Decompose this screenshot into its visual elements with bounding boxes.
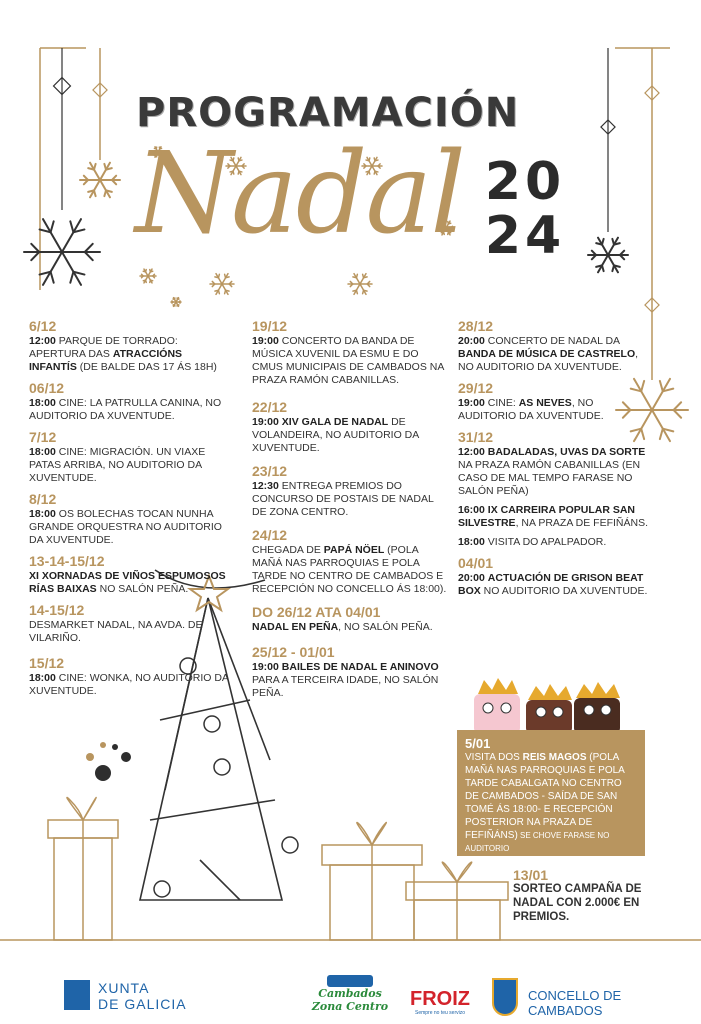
event-time: 18:00	[29, 446, 56, 458]
event-text: CINE: MIGRACIÓN. UN VIAXE PATAS ARRIBA, NO AUDITORIO DA XUVENTUDE.	[29, 446, 206, 484]
year-line-2: 24	[484, 206, 566, 266]
event-time: 18:00	[458, 536, 485, 548]
event-line	[29, 508, 229, 547]
title-nadal: Nadal	[135, 129, 465, 259]
event-item	[29, 380, 229, 423]
froiz-logo	[405, 988, 475, 1016]
sorteo-event	[513, 868, 663, 924]
event-line	[29, 570, 229, 596]
event-item	[252, 318, 447, 387]
event-date: DO 26/12 ATA 04/01	[252, 604, 381, 620]
event-line	[458, 572, 653, 598]
event-line	[458, 446, 653, 498]
event-time: 12:00	[29, 335, 56, 347]
xunta-flag-icon	[64, 980, 90, 1010]
event-text: DESMARKET NADAL, NA AVDA. DE VILARIÑO.	[29, 619, 203, 644]
event-line	[458, 504, 653, 530]
event-item	[458, 429, 653, 549]
event-date: 13/01	[513, 867, 549, 883]
event-date: 6/12	[29, 318, 57, 334]
event-line	[252, 416, 447, 455]
event-highlight: AS NEVES	[518, 397, 572, 409]
event-item	[252, 527, 447, 596]
event-text-rest: , NO AUDITORIO DA XUVENTUDE.	[458, 397, 604, 422]
snowflake-icon	[210, 274, 234, 295]
events-column-1	[29, 318, 229, 704]
event-date: 15/12	[29, 655, 65, 671]
event-highlight: ACTUACIÓN DE GRISON BEAT BOX	[458, 572, 644, 597]
event-date: 22/12	[252, 399, 288, 415]
event-note: SE CHOVE FARASE NO AUDITORIO	[465, 831, 610, 853]
concello-line-2: CAMBADOS	[528, 1003, 603, 1018]
event-text-rest: NO AUDITORIO DA XUVENTUDE.	[480, 585, 648, 597]
event-item	[458, 318, 653, 374]
event-text-rest: , NO SALÓN PEÑA.	[338, 621, 433, 633]
event-text: SORTEO CAMPAÑA DE NADAL CON	[513, 883, 642, 909]
event-time: 18:00	[29, 397, 56, 409]
event-text-rest: , NA PRAZA DE FEFIÑÁNS.	[515, 517, 649, 529]
year-line-1: 20	[484, 152, 566, 212]
event-item	[252, 604, 447, 634]
event-highlight: REIS MAGOS	[522, 752, 587, 763]
event-time: 18:00	[29, 508, 56, 520]
event-text-rest: (DE BALDE DAS 17 ÁS 18H)	[76, 361, 217, 373]
event-text: PARQUE DE TORRADO: APERTURA DAS	[29, 335, 178, 360]
event-line	[458, 397, 653, 423]
event-text: VISITA DO APALPADOR.	[484, 536, 607, 548]
event-date: 14-15/12	[29, 602, 85, 618]
event-line	[458, 335, 653, 374]
event-date: 13-14-15/12	[29, 553, 105, 569]
event-date: 7/12	[29, 429, 57, 445]
event-text: CONCERTO DE NADAL DA	[484, 335, 620, 347]
kings-illustration	[474, 678, 620, 734]
title-programacion: PROGRAMACIÓN	[136, 90, 520, 136]
event-text: ENTREGA PREMIOS DO CONCURSO DE POSTAIS DE NADAL DE ZONA CENTRO.	[252, 480, 434, 518]
event-item	[252, 399, 447, 455]
event-date: 5/01	[465, 736, 491, 751]
zona-line-1: Cambados	[318, 987, 382, 1000]
event-text-rest: PARA A TERCEIRA IDADE, NO SALÓN PEÑA.	[252, 674, 439, 699]
event-line	[252, 544, 447, 596]
event-time: 19:00	[252, 335, 279, 347]
event-item	[29, 553, 229, 596]
event-line	[29, 619, 229, 645]
event-date: 06/12	[29, 380, 65, 396]
event-text: CINE: LA PATRULLA CANINA, NO AUDITORIO DA XUVENTUDE.	[29, 397, 222, 422]
shield-icon	[492, 978, 518, 1016]
event-time: 16:00	[458, 504, 485, 516]
snowflake-icon	[171, 298, 181, 307]
event-highlight: BADALADAS, UVAS DA SORTE	[487, 446, 646, 458]
concello-logo	[492, 976, 642, 1020]
event-time: 19:00	[458, 397, 485, 409]
event-text: CHEGADA DE	[252, 544, 324, 556]
event-date: 19/12	[252, 318, 288, 334]
event-time: 19:00	[252, 416, 279, 428]
xunta-line-1: XUNTA	[98, 980, 150, 996]
xunta-line-2: DE GALICIA	[98, 996, 187, 1012]
froiz-name: FROIZ	[410, 988, 470, 1010]
froiz-tagline: Sempre no teu servizo	[414, 1010, 466, 1016]
event-time: 19:00	[252, 661, 279, 673]
snowflake-icon	[140, 269, 156, 283]
events-column-2	[252, 318, 447, 706]
event-text: CINE: WONKA, NO AUDITORIO DA XUVENTUDE.	[29, 672, 229, 697]
reis-magos-box	[457, 730, 645, 856]
event-date: 24/12	[252, 527, 288, 543]
event-line	[252, 661, 447, 700]
event-line	[252, 621, 447, 634]
event-line	[29, 672, 229, 698]
event-text: OS BOLECHAS TOCAN NUNHA GRANDE ORQUESTRA NO AUDITORIO DA XUVENTUDE.	[29, 508, 222, 546]
event-line	[29, 397, 229, 423]
event-text: VISITA DOS	[465, 752, 523, 763]
snowflake-icon	[24, 219, 100, 285]
event-line	[29, 446, 229, 485]
event-time: 18:00	[29, 672, 56, 684]
event-text-rest: (POLA MAÑÁ NAS PARROQUIAS E POLA TARDE NO CENTRO DE CAMBADOS E RECEPCIÓN NO CONCELLO ÁS 18:00).	[252, 544, 447, 595]
event-item	[458, 555, 653, 598]
event-line	[458, 536, 653, 549]
event-text-rest: (POLA MAÑÁ NAS PARROQUIAS E POLA TARDE CABALGATA NO CENTRO DE CAMBADOS - SAÍDA DE SAN TOMÉ ÁS 18:00- E RECEPCIÓN POSTERIOR NA PRAZA DE FEFIÑÁNS)	[465, 752, 625, 841]
events-column-3	[458, 318, 653, 604]
event-item	[252, 644, 447, 700]
event-time: 12:30	[252, 480, 279, 492]
event-text-rest: , NO AUDITORIO DA XUVENTUDE.	[458, 348, 639, 373]
event-item	[252, 463, 447, 519]
event-item	[29, 491, 229, 547]
event-time: 20:00	[458, 335, 485, 347]
event-highlight: 2.000€ EN PREMIOS.	[513, 897, 640, 923]
event-highlight: BAILES DE NADAL E ANINOVO	[281, 661, 439, 673]
event-text: CONCERTO DA BANDA DE MÚSICA XUVENIL DA ESMU E DO CMUS MUNICIPAIS DE CAMBADOS NA PRAZA RAMÓN CABANILLAS.	[252, 335, 444, 386]
event-text-rest: NA PRAZA RAMÓN CABANILLAS (EN CASO DE MAL TEMPO FARASE NO SALÓN PEÑA)	[458, 459, 641, 497]
xunta-logo	[64, 978, 194, 1018]
event-time: 20:00	[458, 572, 485, 584]
event-line	[252, 480, 447, 519]
event-date: 04/01	[458, 555, 494, 571]
event-item	[29, 602, 229, 645]
event-highlight: XI XORNADAS DE VIÑOS ESPUMOSOS RÍAS BAIXAS	[29, 570, 226, 595]
event-highlight: NADAL EN PEÑA	[252, 621, 339, 633]
event-item	[458, 380, 653, 423]
event-text-rest: NO SALÓN PEÑA.	[96, 583, 189, 595]
event-time: 12:00	[458, 446, 485, 458]
event-line	[252, 335, 447, 387]
event-date: 31/12	[458, 429, 494, 445]
zona-centro-logo	[310, 975, 390, 1021]
event-date: 23/12	[252, 463, 288, 479]
event-item	[29, 655, 229, 698]
zona-building-icon	[327, 975, 373, 987]
snowflake-icon	[588, 238, 628, 273]
event-highlight: BANDA DE MÚSICA DE CASTRELO	[458, 348, 636, 360]
snowflake-icon	[348, 274, 372, 295]
event-line	[29, 335, 229, 374]
zona-line-2: Zona Centro	[311, 1000, 389, 1013]
event-date: 29/12	[458, 380, 494, 396]
concello-line-1: CONCELLO DE	[528, 988, 622, 1003]
event-item	[29, 318, 229, 374]
event-text: CINE:	[484, 397, 519, 409]
year	[480, 152, 570, 266]
event-highlight: IX CARREIRA POPULAR SAN SILVESTRE	[458, 504, 635, 529]
event-highlight: PAPÁ NÖEL	[323, 544, 385, 556]
event-date: 28/12	[458, 318, 494, 334]
event-highlight: ATRACCIÓNS INFANTÍS	[29, 348, 183, 373]
snowflake-icon	[80, 163, 120, 198]
event-item	[29, 429, 229, 485]
event-text-rest: DE VOLANDEIRA, NO AUDITORIO DA XUVENTUDE.	[252, 416, 419, 454]
event-date: 25/12 - 01/01	[252, 644, 335, 660]
event-highlight: XIV GALA DE NADAL	[281, 416, 389, 428]
event-date: 8/12	[29, 491, 57, 507]
